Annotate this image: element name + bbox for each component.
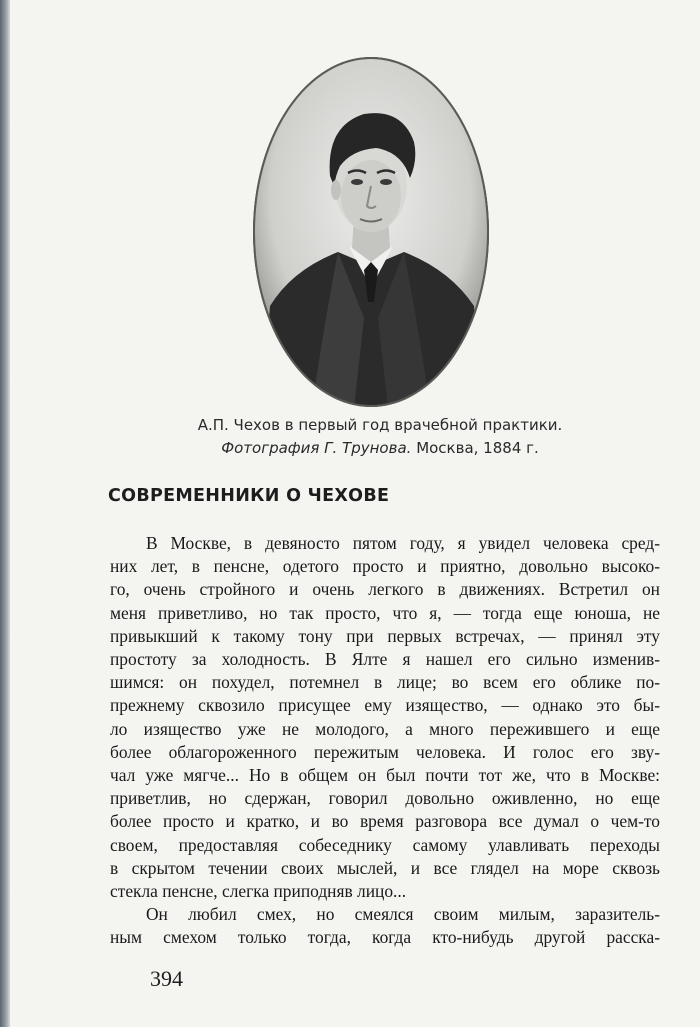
text-line: прежнему сквозило присущее ему изящество, — однако это бы- [110, 695, 660, 716]
portrait-illustration [252, 56, 490, 408]
caption-credit: Фотография Г. Трунова. [221, 439, 412, 457]
text-line: более облагороженного пережитым человека. И голос его зву- [110, 741, 660, 762]
text-line: ло изящество уже не молодого, а много пережившего и еще [110, 718, 660, 739]
text-line: в скрытом течении своих мыслей, и все глядел на море сквозь [110, 857, 660, 878]
text-line: го, очень стройного и очень легкого в движениях. Встретил он [110, 579, 660, 600]
text-line: привыкший к такому тону при первых встречах, — принял эту [110, 625, 660, 646]
text-line: более просто и кратко, и во время разговора все думал о чем-то [110, 811, 660, 832]
text-line: стекла пенсне, слегка приподняв лицо... [110, 881, 407, 902]
text-line: приветлив, но сдержан, говорил довольно оживленно, но еще [110, 788, 660, 809]
text-line: Он любил смех, но смеялся своим милым, заразитель- [146, 904, 660, 925]
book-page [10, 0, 700, 1027]
body-text [110, 532, 660, 950]
caption-line2 [110, 437, 650, 460]
page-number: 394 [150, 966, 183, 991]
paragraph [110, 903, 660, 949]
section-heading: СОВРЕМЕННИКИ О ЧЕХОВЕ [108, 486, 390, 506]
text-line: чал уже мягче... Но в общем он был почти тот же, что в Москве: [110, 765, 660, 786]
text-line: ным смехом только тогда, когда кто-нибудь другой расска- [110, 927, 660, 948]
text-line: шимся: он похудел, потемнел в лице; во всем его облике по- [110, 672, 660, 693]
text-line: них лет, в пенсне, одетого просто и приятно, довольно высоко- [110, 556, 660, 577]
book-spine-edge [0, 0, 10, 1027]
caption-line1: А.П. Чехов в первый год врачебной практики. [197, 416, 563, 434]
paragraph [110, 532, 660, 903]
caption-place: Москва, 1884 г. [416, 439, 539, 457]
text-line: В Москве, в девяносто пятом году, я увидел человека сред- [146, 533, 660, 553]
photo-caption [110, 414, 650, 460]
text-line: меня приветливо, но так просто, что я, — тогда еще юноша, не [110, 602, 660, 623]
text-line: своем, предоставляя собеседнику самому улавливать переходы [110, 834, 660, 855]
portrait-photo [252, 56, 490, 408]
text-line: простоту за холодность. В Ялте я нашел его сильно изменив- [110, 649, 660, 670]
